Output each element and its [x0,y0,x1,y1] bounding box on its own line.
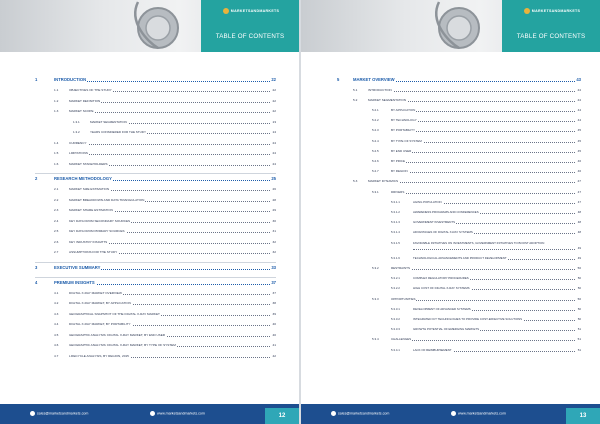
toc-entry-page: 24 [272,151,276,155]
toc-entry-page: 24 [272,130,276,134]
toc-leader-dots [391,162,575,163]
header-banner [0,0,299,52]
brand-block [201,0,299,52]
toc-entry-page: 22 [272,88,276,92]
toc-entry[interactable] [0,176,299,184]
toc-entry-title: BY PORTABILITY [391,128,416,133]
toc-entry[interactable] [0,280,299,288]
toc-entry[interactable] [301,88,600,96]
toc-entry-title: GEOGRAPHICAL SNAPSHOT OF THE DIGITAL X-RAY MARKET [69,311,160,316]
brand-logo: MARKETSANDMARKETS [502,8,600,14]
toc-entry-title: ADVANTAGES OF DIGITAL X-RAY SYSTEMS [413,230,473,235]
toc-entry-page: 50 [577,296,581,301]
toc-entry-number: 1.1 [54,88,59,92]
toc-entry-title: BY PRICE [391,158,405,163]
toc-entry[interactable] [0,162,299,170]
toc-entry-page: 45 [577,128,581,133]
toc-entry-title: INTEGRATED ICT TECHNOLOGIES TO PROVIDE COST-EFFECTIVE SOLUTIONS [413,316,523,321]
toc-leader-dots [391,172,575,173]
toc-entry[interactable] [0,151,299,159]
toc-entry-page: 28 [272,197,276,202]
toc-entry-title: RESEARCH METHODOLOGY [54,176,112,181]
toc-entry[interactable] [301,98,600,106]
toc-entry-title: AGING POPULATION [413,199,442,204]
toc-entry-title: TECHNOLOGICAL ADVANCEMENTS AND PRODUCT DEVELOPMENT [413,255,507,260]
toc-entry-number: 3 [35,264,38,270]
toc-entry-title: KEY DATA FROM PRIMARY SOURCES [69,229,125,233]
section-divider [35,277,276,278]
toc-entry-number: 2.2 [54,197,59,202]
toc-entry[interactable] [301,139,600,147]
toc-entry-title: GOVERNMENT INVESTMENTS [413,220,456,225]
toc-entry-title: MARKET BREAKDOWN AND DATA TRIANGULATION [69,197,145,202]
toc-entry-title: KEY DATA FROM SECONDARY SOURCES [69,218,131,223]
toc-leader-dots [368,182,575,183]
toc-entry-page: 38 [272,301,276,305]
toc-entry-title: BY APPLICATION [391,107,416,112]
toc-entry[interactable] [301,286,600,294]
toc-entry-number: 5.2.6 [372,158,379,163]
toc-entry-number: 5.2.3 [372,128,379,133]
toc-entry[interactable] [301,159,600,167]
toc-entry[interactable] [301,220,600,228]
toc-entry-title: AWARENESS PROGRAMS AND CONFERENCES [413,209,479,214]
toc-entry-number: 5.3.4 [372,337,379,342]
toc-entry-page: 50 [577,316,581,321]
toc-entry-number: 5.3.1.4 [391,230,400,235]
toc-entry-page: 37 [271,279,276,285]
brand-logo: MARKETSANDMARKETS [201,8,299,14]
toc-entry-page: 42 [272,353,276,358]
toc-entry[interactable] [301,230,600,238]
toc-entry-title: CURRENCY [69,140,87,145]
toc-entry-title: MARKET DEFINITION [69,98,101,103]
toc-entry-number: 5.2.5 [372,148,379,153]
footer-website[interactable]: www.marketsandmarkets.com [150,411,205,416]
toc-entry[interactable] [0,219,299,227]
toc-leader-dots [69,112,270,113]
toc-entry-number: 5.2.2 [372,118,379,123]
page-number: 13 [566,408,600,424]
toc-entry-title: FAVORABLE INITIATIVES ON INVESTMENTS, GOVERNMENT INITIATIVES TO BOOST ADOPTION [413,241,567,246]
toc-entry-number: 2.4 [54,218,59,223]
toc-entry-number: 5.2.4 [372,138,379,143]
toc-entry-page: 44 [577,87,581,92]
toc-leader-dots [391,152,575,153]
toc-entry-page: 40 [272,322,276,326]
toc-entry-number: 5.2 [353,97,358,102]
toc-entry-page: 51 [577,337,581,342]
toc-entry-page: 40 [272,332,276,337]
toc-entry-page: 48 [577,230,581,235]
toc-entry-page: 37 [272,290,276,295]
toc-entry-number: 1.2 [54,98,59,103]
stethoscope-icon [419,0,499,52]
page-number: 12 [265,408,299,424]
toc-entry-number: 4.3 [54,311,59,316]
footer-email[interactable]: sales@marketsandmarkets.com [30,411,88,416]
toc-entry[interactable] [301,266,600,274]
toc-entry[interactable] [0,88,299,96]
toc-entry-page: 51 [577,327,581,332]
toc-entry-number: 1.6 [54,161,59,166]
toc-entry-number: 4.2 [54,301,59,305]
toc-entry-number: 5 [337,77,340,82]
toc-entry-title: KEY INDUSTRY INSIGHTS [69,239,108,244]
toc-entry[interactable] [301,190,600,198]
footer-bar [301,404,600,424]
toc-entry-number: 2 [35,176,38,181]
toc-entry-page: 23 [272,119,276,124]
toc-entry-title: MARKET STAKEHOLDERS [69,161,108,166]
toc-entry-page: 44 [577,118,581,123]
toc-entry-title: PREMIUM INSIGHTS [54,279,95,285]
toc-entry[interactable] [0,250,299,258]
toc-entry[interactable] [301,327,600,335]
toc-entry-title: OPPORTUNITIES [391,296,416,301]
toc-entry[interactable] [0,229,299,237]
toc-entry[interactable] [301,307,600,315]
toc-entry[interactable] [301,77,600,85]
toc-entry-title: COMPLEX REGULATORY PROCEDURES [413,276,469,281]
toc-entry[interactable] [301,297,600,305]
toc-entry-number: 4.5 [54,332,59,337]
toc-entry-page: 25 [271,176,276,181]
toc-entry-page: 26 [272,187,276,191]
right-page [301,0,600,424]
toc-leader-dots [69,154,270,155]
toc-entry[interactable] [301,200,600,208]
toc-entry-page: 51 [577,347,581,352]
toc-leader-dots [69,144,270,145]
toc-entry[interactable] [0,333,299,341]
globe-icon [451,411,456,416]
toc-entry-number: 2.7 [54,250,59,254]
toc-entry-page: 39 [272,311,276,316]
toc-entry-number: 5.3.1.1 [391,199,400,204]
toc-entry[interactable] [0,354,299,362]
toc-entry-page: 31 [272,229,276,233]
toc-entry[interactable] [301,149,600,157]
toc-entry[interactable] [0,240,299,248]
toc-entry-title: ASSUMPTIONS FOR THE STUDY [69,250,118,254]
toc-entry-page: 24 [272,140,276,145]
left-page [0,0,299,424]
toc-entry-number: 5.3.3 [372,296,379,301]
toc-leader-dots [391,193,575,194]
toc-entry-page: 48 [577,220,581,225]
toc-title: TABLE OF CONTENTS [215,33,285,40]
toc-entry[interactable] [0,208,299,216]
toc-entry-number: 5.3.1.3 [391,220,400,225]
toc-leader-dots [368,91,575,92]
toc-entry-title: MARKET DYNAMICS [368,179,399,184]
toc-entry-number: 4.7 [54,353,59,358]
toc-entry-page: 49 [577,245,581,250]
toc-entry-page: 44 [577,97,581,102]
toc-entry-number: 5.3.1 [372,189,379,194]
toc-entry-page: 45 [577,138,581,143]
toc-entry-number: 1.3.1 [73,119,80,124]
toc-entry-number: 5.3.2 [372,265,379,270]
toc-entry-page: 29 [272,208,276,212]
toc-entry-title: DIGITAL X-RAY MARKET, BY PORTABILITY [69,322,131,326]
toc-entry-number: 4.4 [54,322,59,326]
toc-entry-title: LIFECYCLE ANALYSIS, BY REGION, 2015 [69,353,129,358]
footer-email[interactable]: sales@marketsandmarkets.com [331,411,389,416]
toc-entry-page: 45 [577,148,581,153]
toc-entry-number: 1.3 [54,109,59,113]
toc-entry-number: 1.3.2 [73,130,80,134]
toc-entry[interactable] [301,128,600,136]
toc-entry[interactable] [0,130,299,138]
footer-bar [0,404,299,424]
toc-entry-page: 50 [577,265,581,270]
toc-entry-page: 43 [576,77,581,82]
toc-entry-title: LIMITATIONS [69,151,88,155]
toc-entry-page: 46 [577,158,581,163]
toc-entry[interactable] [301,179,600,187]
toc-entry-number: 5.3.1.2 [391,209,400,214]
toc-entry-number: 4 [35,279,38,285]
toc-entry-title: INTRODUCTION [368,87,392,92]
toc-entry-title: RESTRAINTS [391,265,411,270]
toc-entry-page: 32 [272,239,276,244]
toc-entry-page: 30 [272,218,276,223]
toc-entry-title: GEOGRAPHIC ANALYSIS: DIGITAL X-RAY MARKET, BY END USER [69,332,166,337]
toc-entry-title: CHALLENGES [391,337,412,342]
toc-entry-number: 5.3.1.6 [391,255,400,260]
stethoscope-icon [118,0,198,52]
toc-leader-dots [391,300,575,301]
toc-entry[interactable] [0,120,299,128]
toc-entry-number: 5.2.7 [372,169,379,174]
toc-entry-page: 41 [272,343,276,347]
toc-entry[interactable] [301,348,600,356]
toc-entry-number: 4.6 [54,343,59,347]
toc-leader-dots [391,121,575,122]
toc-entry-page: 44 [577,107,581,112]
toc-entry-title: MARKET SCOPE [69,109,94,113]
toc-entry-number: 5.3.2.1 [391,276,400,281]
toc-entry[interactable] [0,141,299,149]
toc-entry-title: GROWTH POTENTIAL OF EMERGING MARKETS [413,327,480,332]
toc-entry-number: 1.5 [54,151,59,155]
toc-entry[interactable] [0,291,299,299]
section-divider [35,262,276,263]
toc-entry-page: 24 [272,161,276,166]
toc-entry-title: BY REGION [391,169,408,174]
toc-entry[interactable] [301,337,600,345]
toc-entry[interactable] [0,187,299,195]
toc-entry-title: MARKET SHARE ESTIMATION [69,208,113,212]
toc-entry[interactable] [0,109,299,117]
toc-entry-title: LACK OF REIMBURSEMENT [413,347,452,352]
toc-entry-number: 2.5 [54,229,59,233]
toc-entry-title: BY TYPE OF SYSTEM [391,138,422,143]
toc-leader-dots [413,249,575,250]
toc-entry-page: 46 [577,169,581,174]
email-icon [30,411,35,416]
toc-entry-page: 49 [577,255,581,260]
toc-entry-page: 32 [272,250,276,254]
footer-website[interactable]: www.marketsandmarkets.com [451,411,506,416]
toc-entry[interactable] [301,276,600,284]
toc-entry[interactable] [0,312,299,320]
toc-entry-number: 5.2.1 [372,107,379,112]
toc-entry-page: 22 [272,109,276,113]
toc-entry-title: GEOGRAPHIC ANALYSIS: DIGITAL X-RAY MARKET, BY TYPE OF SYSTEM [69,343,176,347]
globe-icon [150,411,155,416]
toc-entry[interactable] [301,169,600,177]
toc-leader-dots [391,111,575,112]
toc-entry-number: 4.1 [54,290,59,295]
toc-entry-page: 48 [577,209,581,214]
toc-entry-number: 1 [35,77,38,82]
toc-entry-title: MARKET SEGMENTATION [368,97,406,102]
toc-entry[interactable] [0,343,299,351]
toc-entry-title: YEARS CONSIDERED FOR THE STUDY [90,130,146,134]
toc-entry-number: 5.3.3.3 [391,327,400,332]
toc-entry-title: MARKET SEGMENTATION [90,119,127,124]
toc-entry[interactable] [0,77,299,85]
toc-entry-number: 2.6 [54,239,59,244]
toc-entry-title: DEVELOPMENT OF ADVANCED SYSTEMS [413,306,471,311]
toc-entry-number: 1.4 [54,140,59,145]
toc-entry-page: 50 [577,276,581,281]
toc-title: TABLE OF CONTENTS [516,33,586,40]
toc-entry-title: DRIVERS [391,189,405,194]
toc-entry[interactable] [301,256,600,264]
toc-entry-title: BY END USER [391,148,412,153]
toc-entry-page: 47 [577,189,581,194]
toc-entry[interactable] [301,118,600,126]
toc-entry-number: 2.1 [54,187,59,191]
toc-entry-number: 5.3.3.1 [391,306,400,311]
toc-leader-dots [391,340,575,341]
toc-entry-page: 47 [577,179,581,184]
header-banner [301,0,600,52]
brand-block [502,0,600,52]
toc-entry-title: INTRODUCTION [54,77,87,82]
toc-entry[interactable] [0,99,299,107]
toc-entry-title: MARKET OVERVIEW [353,77,395,82]
toc-entry[interactable] [301,210,600,218]
toc-entry-page: 47 [577,199,581,204]
toc-entry-page: 50 [577,286,581,291]
toc-leader-dots [391,131,575,132]
toc-entry[interactable] [0,198,299,206]
toc-entry-title: HIGH COST OF DIGITAL X-RAY SYSTEMS [413,286,470,291]
toc-entry-title: BY TECHNOLOGY [391,118,417,123]
toc-entry-number: 5.1 [353,87,358,92]
toc-entry-number: 5.3.4.1 [391,347,400,352]
toc-entry-page: 33 [271,264,276,270]
toc-entry[interactable] [301,108,600,116]
toc-entry-title: MARKET SIZE ESTIMATION [69,187,110,191]
toc-entry[interactable] [0,265,299,273]
toc-entry-title: OBJECTIVES OF THE STUDY [69,88,112,92]
toc-entry-number: 5.3.1.5 [391,240,400,245]
toc-entry-title: EXECUTIVE SUMMARY [54,264,101,270]
toc-entry-number: 5.3.2.2 [391,286,400,291]
toc-entry-number: 2.3 [54,208,59,212]
toc-entry-title: DIGITAL X-RAY MARKET OVERVIEW [69,290,122,295]
toc-entry-number: 5.3.3.2 [391,316,400,321]
section-divider [35,173,276,174]
toc-leader-dots [391,269,575,270]
toc-entry-page: 22 [272,98,276,103]
toc-entry[interactable] [301,241,600,249]
toc-entry[interactable] [0,301,299,309]
toc-entry-number: 5.3 [353,179,358,184]
toc-entry-page: 22 [271,77,276,82]
toc-entry-title: DIGITAL X-RAY MARKET, BY APPLICATION [69,301,131,305]
email-icon [331,411,336,416]
toc-entry[interactable] [0,322,299,330]
toc-entry[interactable] [301,317,600,325]
toc-entry-page: 50 [577,306,581,311]
